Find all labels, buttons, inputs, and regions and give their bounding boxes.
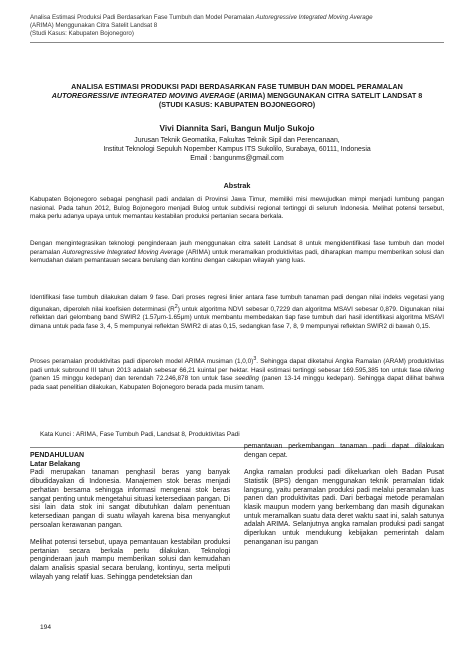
section-heading: PENDAHULUAN xyxy=(30,452,85,459)
abstract-paragraph-3: Identifikasi fase tumbuh dilakukan dalam 9 fase. Dari proses regresi linier antara fase tumbuh tanaman padi dengan nilai indeks vegetasi yang digunakan, diperoleh nilai koefisien determinasi $(R^2)$ untuk algoritma NDVI sebesar 0,7229 dan algoritma MSAVI sebesar 0,879. Digunakan nilai reflektan dari gelombang band SWIR2 (1.57μm-1.65μm) untuk membantu membedakan tiap fase tumbuh dari hasil identifikasi algoritma MSAVI dimana untuk pada fase 3, 4, 5 mempunyai reflektan SWIR2 di atas 0,15, sedangkan fase 7, 8, 9 mempunyai reflektan SWIR2 di bawah 0,15. xyxy=(30,294,444,330)
header-divider xyxy=(30,42,444,43)
abstract-paragraph-1: Kabupaten Bojonegoro sebagai penghasil padi andalan di Provinsi Jawa Timur, memiliki misi mewujudkan mimpi menjadi lumbung pangan nasional. Pada tahun 2012, Bulog Bojonegoro menjadi Bulog untuk subdivisi regional tertinggi di seluruh Indonesia. Melihat potensi tersebut, maka perlu adanya upaya untuk memantau kestabilan produksi pertanian secara berkala. xyxy=(30,196,444,221)
running-header-line-2: (ARIMA) Menggunakan Citra Satelit Landsat 8 xyxy=(30,22,158,30)
running-header xyxy=(30,14,450,39)
author-list: Vivi Diannita Sari, Bangun Muljo Sukojo xyxy=(159,124,315,133)
running-header-line-1: Analisa Estimasi Produksi Padi Berdasarkan Fase Tumbuh dan Model Peramalan Autoregressive Integrated Moving Average xyxy=(30,14,373,21)
affiliation-line-2: Institut Teknologi Sepuluh Nopember Kampus ITS Sukolilo, Surabaya, 60111, Indonesia xyxy=(103,146,371,154)
page-number: 194 xyxy=(40,624,52,631)
running-header-line-3: (Studi Kasus: Kabupaten Bojonegoro) xyxy=(30,30,134,38)
keywords: Kata Kunci : ARIMA, Fase Tumbuh Padi, Landsat 8, Produktivitas Padi xyxy=(40,431,240,438)
body-paragraph: Melihat potensi tersebut, upaya pemantauan kestabilan produksi pertanian secara berkala perlu dilakukan. Teknologi penginderaan jauh mampu memberikan solusi dan kemudahan dalam analisis spasial secara berulang, kontinyu, serta meliputi wilayah yang relatif luas. Sehingga pendeteksian dan xyxy=(30,539,230,581)
title-line-3: (STUDI KASUS: KABUPATEN BOJONEGORO) xyxy=(158,100,316,110)
abstract-heading: Abstrak xyxy=(223,181,251,190)
body-column-left xyxy=(30,452,230,583)
body-paragraph: Angka ramalan produksi padi dikeluarkan oleh Badan Pusat Statistik (BPS) dengan menggunakan teknik peramalan tidak langsung, yaitu peramalan produksi padi melalui peramalan luas panen dan produktivitas padi. Dari berbagai metode peramalan klasik maupun modern yang berkembang dan masih digunakan untuk meramalkan suatu data deret waktu saat ini, salah satunya adalah ARIMA. Selanjutnya angka ramalan produksi padi sangat diperlukan untuk mendukung kebijakan pemerintah dalam penanganan isu pangan xyxy=(244,469,444,546)
author-email: Email : bangunms@gmail.com xyxy=(190,155,284,163)
paper-title xyxy=(40,82,434,110)
title-line-1: ANALISA ESTIMASI PRODUKSI PADI BERDASARKAN FASE TUMBUH DAN MODEL PERAMALAN xyxy=(71,82,403,91)
abstract-paragraph-2: Dengan mengintegrasikan teknologi penginderaan jauh menggunakan citra satelit Landsat 8 untuk mengidentifikasi fase tumbuh dan model peramalan Autoregressive Integrated Moving Average (ARIMA) untuk meramalkan produktivitas padi, diharapkan mampu memberikan solusi dan kemudahan dalam pemantauan secara berulang dan kontinu dengan cakupan wilayah yang luas. xyxy=(30,240,444,265)
body-paragraph: Padi merupakan tanaman penghasil beras yang banyak dibudidayakan di Indonesia. Manajemen stok beras menjadi perhatian bersama sehingga informasi mengenai stok beras sangat penting untuk mengetahui situasi ketersediaan pangan. Di sisi lain data stok ini sangat dibutuhkan dalam penentuan ketersediaan pangan di suatu wilayah karena bisa menyangkut persoalan kerawanan pangan. xyxy=(30,469,230,529)
subsection-heading: Latar Belakang xyxy=(30,460,81,468)
abstract-paragraph-4: Proses peramalan produktivitas padi diperoleh model ARIMA musiman $(1,0,0)^3$. Sehingga dapat diketahui Angka Ramalan (ARAM) produktivitas padi untuk subround III tahun 2013 adalah sebesar 66,21 kuintal per hektar. Hasil estimasi tertinggi sebesar 169.595,385 ton untuk fase tillering (panen 15 minggu kedepan) dan terendah 72.246,878 ton untuk fase seedling (panen 13-14 minggu kedepan). Sehingga dapat dilihat bahwa pada saat penelitian dilakukan, Kabupaten Bojonegoro berada pada musim tanam. xyxy=(30,356,445,391)
affiliation-line-1: Jurusan Teknik Geomatika, Fakultas Teknik Sipil dan Perencanaan, xyxy=(134,137,340,144)
title-line-2: AUTOREGRESSIVE INTEGRATED MOVING AVERAGE (ARIMA) MENGGUNAKAN CITRA SATELIT LANDSAT 8 xyxy=(51,91,423,101)
affiliation xyxy=(40,136,434,164)
body-paragraph: pemantauan perkembangan tanaman padi dapat dilakukan dengan cepat. xyxy=(244,443,444,459)
body-column-right xyxy=(244,443,444,547)
